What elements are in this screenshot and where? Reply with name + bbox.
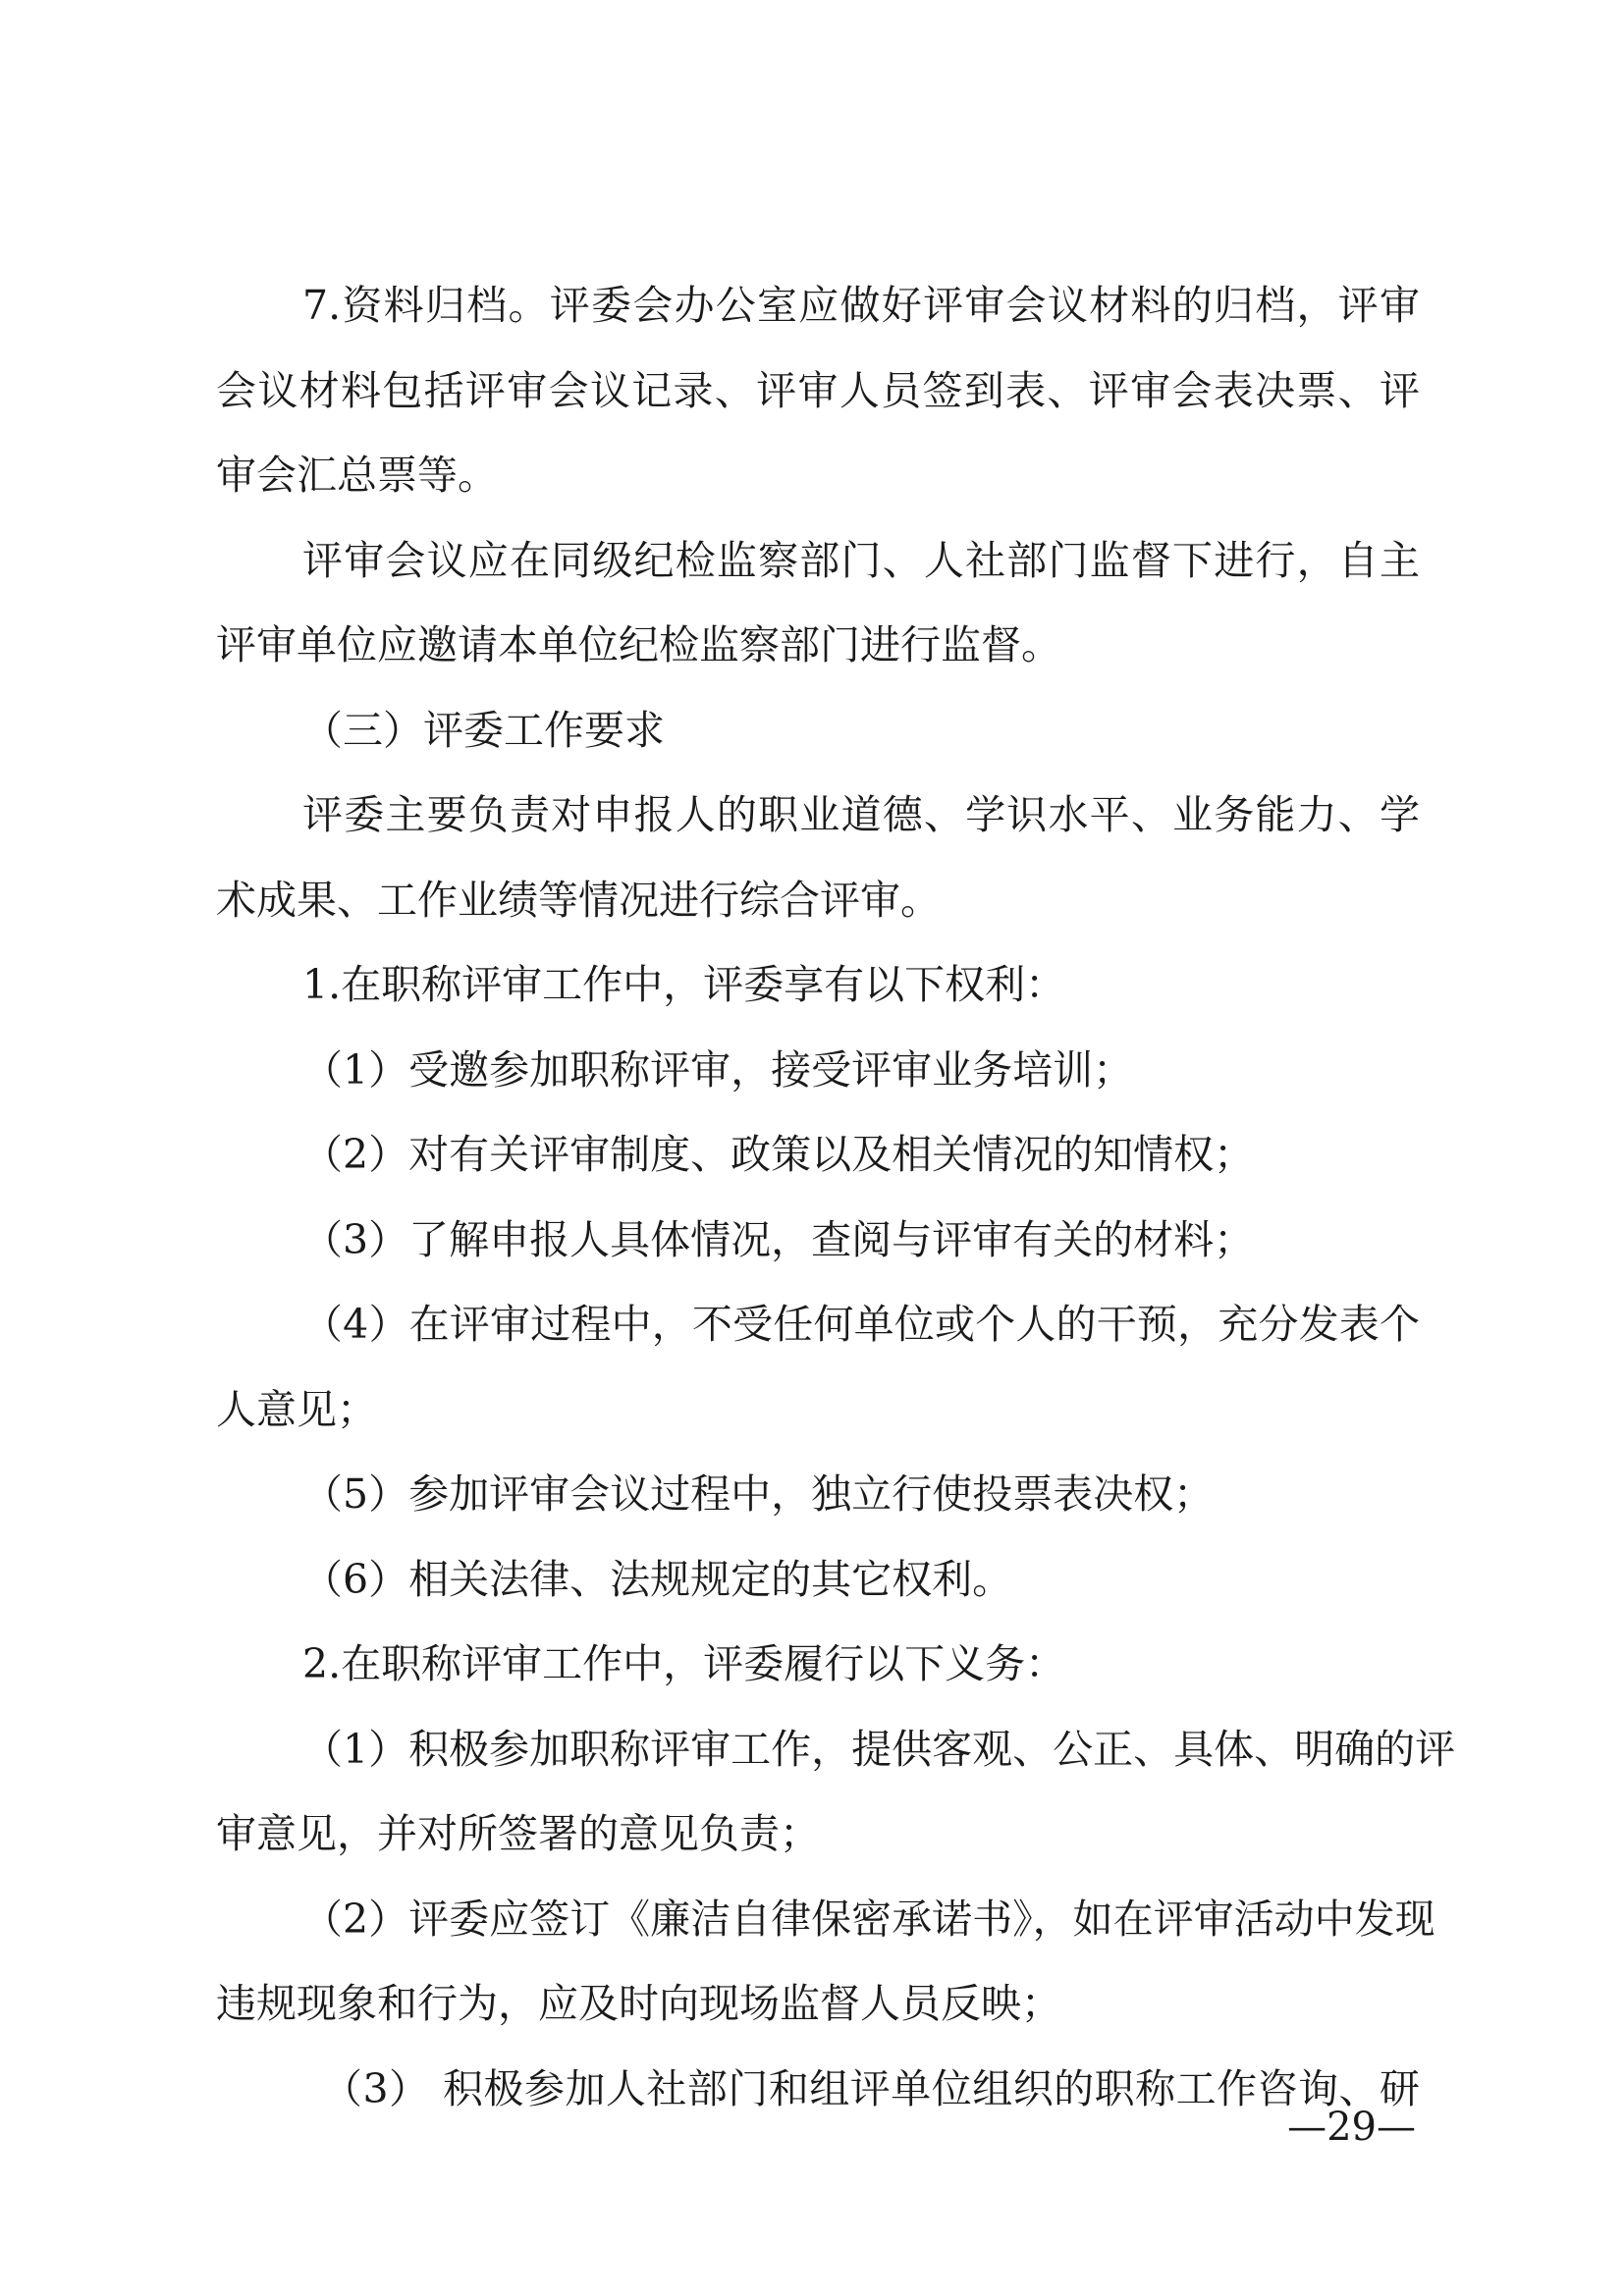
text-line: 审意见，并对所签署的意见负责；	[216, 1810, 820, 1857]
text-line: （3）了解申报人具体情况，查阅与评审有关的材料；	[302, 1215, 1255, 1263]
text-line: 评委主要负责对申报人的职业道德、学识水平、业务能力、学	[302, 791, 1420, 838]
text-line: （3） 积极参加人社部门和组评单位组织的职称工作咨询、研	[322, 2064, 1420, 2112]
text-line: 会议材料包括评审会议记录、评审人员签到表、评审会表决票、评	[216, 366, 1420, 414]
text-line: 评审单位应邀请本单位纪检监察部门进行监督。	[216, 621, 1061, 668]
text-line: （2）评委应签订《廉洁自律保密承诺书》，如在评审活动中发现	[302, 1895, 1435, 1943]
text-line: 7.资料归档。评委会办公室应做好评审会议材料的归档，评审	[302, 282, 1420, 329]
text-line: （6）相关法律、法规规定的其它权利。	[302, 1555, 1013, 1603]
body-text	[216, 263, 1456, 2131]
text-line: 人意见；	[216, 1385, 377, 1433]
page-number: —29—	[1287, 2105, 1416, 2150]
text-line: 2.在职称评审工作中，评委履行以下义务：	[302, 1640, 1066, 1687]
text-line: 审会汇总票等。	[216, 452, 498, 499]
text-line: 评审会议应在同级纪检监察部门、人社部门监督下进行，自主	[302, 536, 1420, 584]
text-line: （4）在评审过程中，不受任何单位或个人的干预，充分发表个	[302, 1301, 1420, 1348]
text-line: （2）对有关评审制度、政策以及相关情况的知情权；	[302, 1131, 1255, 1178]
text-line: （1）积极参加职称评审工作，提供客观、公正、具体、明确的评	[302, 1725, 1456, 1773]
text-line: （1）受邀参加职称评审，接受评审业务培训；	[302, 1045, 1134, 1094]
text-line: 违规现象和行为，应及时向现场监督人员反映；	[216, 1980, 1061, 2027]
text-line: （5）参加评审会议过程中，独立行使投票表决权；	[302, 1470, 1215, 1518]
text-line: 1.在职称评审工作中，评委享有以下权利：	[302, 961, 1066, 1008]
section-heading: （三）评委工作要求	[302, 706, 665, 754]
text-line: 术成果、工作业绩等情况进行综合评审。	[216, 876, 941, 924]
